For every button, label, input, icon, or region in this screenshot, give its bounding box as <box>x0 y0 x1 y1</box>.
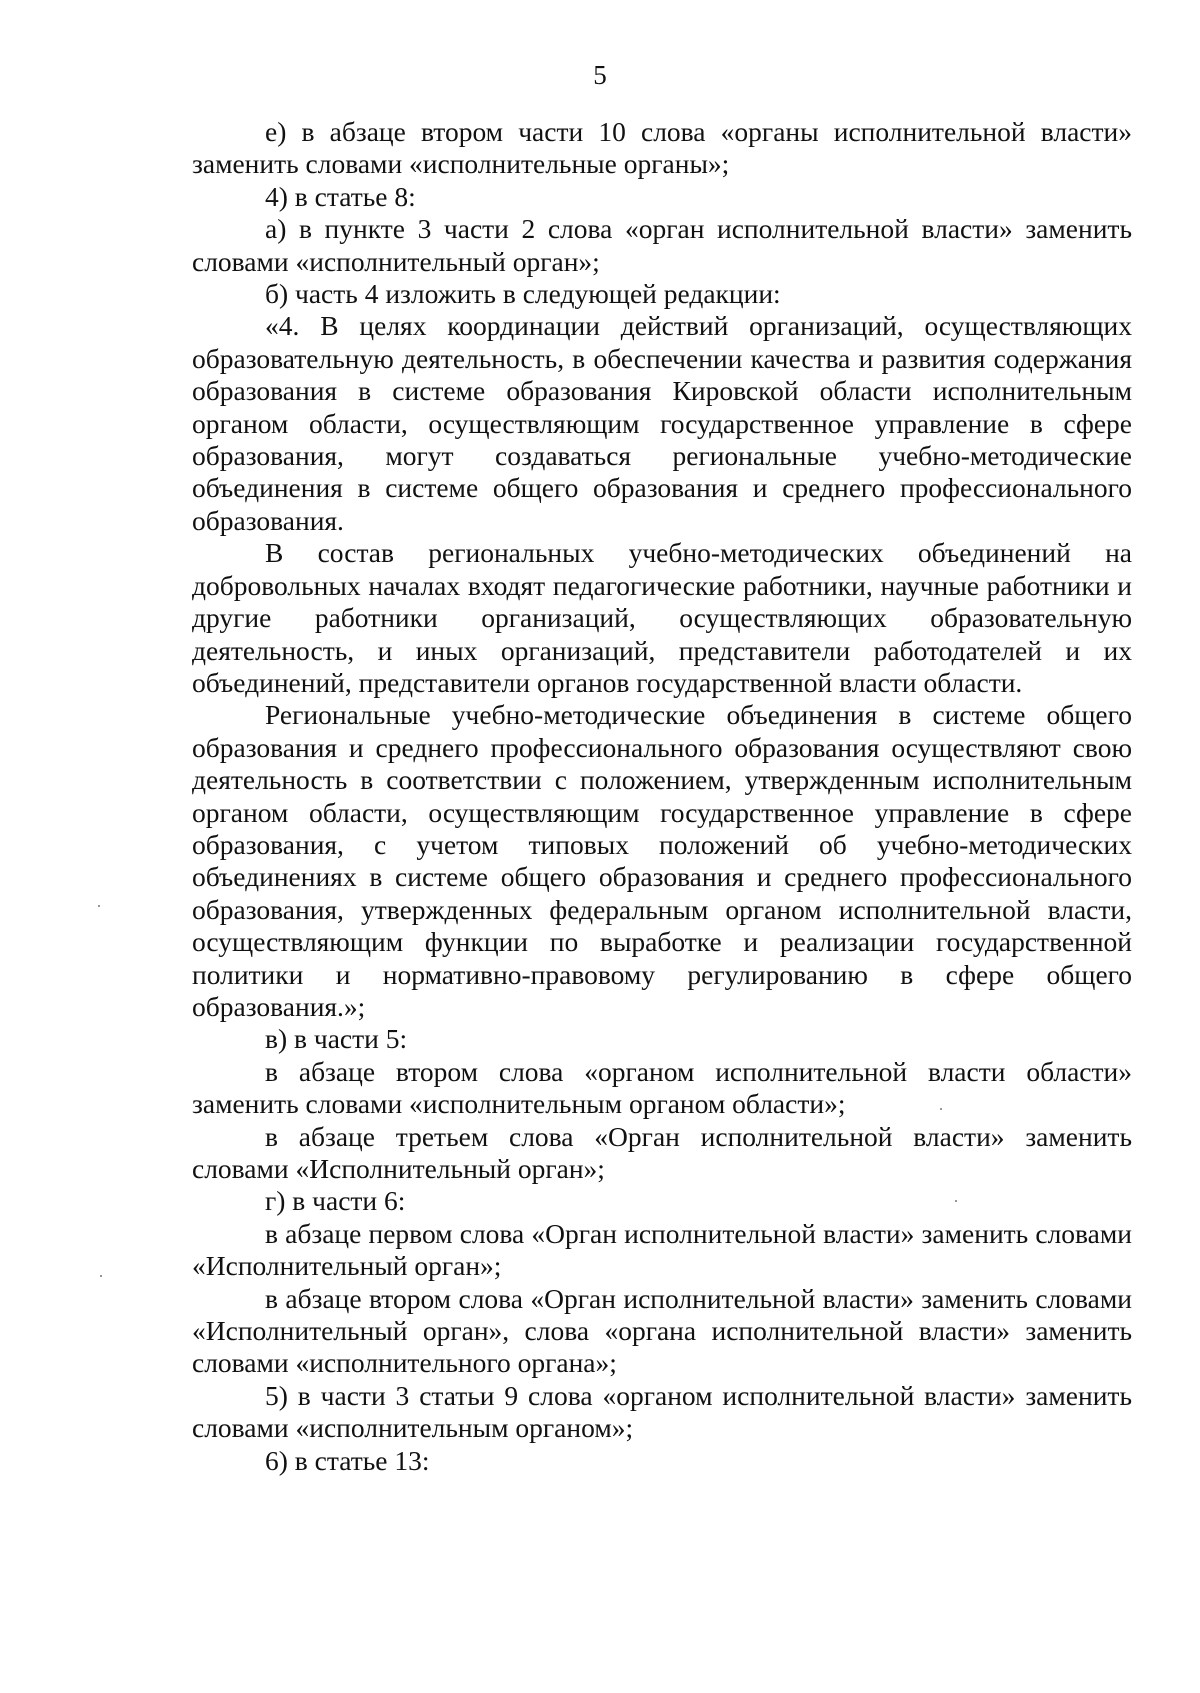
paragraph: б) часть 4 изложить в следующей редакции: <box>265 278 781 310</box>
paragraph: в абзаце втором слова «органом исполнительной власти области» заменить словами «исполнительным органом области»; <box>192 1055 1132 1120</box>
paragraph: е) в абзаце втором части 10 слова «органы исполнительной власти» заменить словами «исполнительные органы»; <box>192 116 1132 180</box>
paragraph: 4) в статье 8: <box>265 180 416 212</box>
paragraph: в абзаце третьем слова «Орган исполнительной власти» заменить словами «Исполнительный орган»; <box>192 1120 1132 1184</box>
scan-speck <box>98 905 100 907</box>
paragraph: а) в пункте 3 части 2 слова «орган исполнительной власти» заменить словами «исполнительный орган»; <box>192 213 1132 277</box>
paragraph: г) в части 6: <box>265 1185 406 1217</box>
paragraph: 5) в части 3 статьи 9 слова «органом исполнительной власти» заменить словами «исполнительным органом»; <box>192 1379 1132 1444</box>
scan-speck <box>100 1275 102 1277</box>
paragraph: в) в части 5: <box>265 1023 408 1055</box>
document-body <box>192 116 1132 1477</box>
paragraph: В состав региональных учебно-методических объединений на добровольных началах входят педагогические работники, научные работники и другие работники организаций, осуществляющих образовательную деятельность, и иных организаций, представители работодателей и их объединений, представители органов государственной власти области. <box>192 537 1132 698</box>
paragraph: в абзаце втором слова «Орган исполнительной власти» заменить словами «Исполнительный орган», слова «органа исполнительной власти» заменить словами «исполнительного органа»; <box>192 1282 1132 1379</box>
paragraph: «4. В целях координации действий организаций, осуществляющих образовательную деятельность, в обеспечении качества и развития содержания образования в системе образования Кировской области исполнительным органом области, осуществляющим государственное управление в сфере образования, могут создаваться региональные учебно-методические объединения в системе общего образования и среднего профессионального образования. <box>192 310 1132 536</box>
scan-speck <box>955 1200 957 1202</box>
paragraph: Региональные учебно-методические объединения в системе общего образования и среднего профессионального образования осуществляют свою деятельность в соответствии с положением, утвержденным исполнительным органом области, осуществляющим государственное управление в сфере образования, с учетом типовых положений об учебно-методических объединениях в системе общего образования и среднего профессионального образования, утвержденных федеральным органом исполнительной власти, осуществляющим функции по выработке и реализации государственной политики и нормативно-правовому регулированию в сфере общего образования.»; <box>192 699 1132 1022</box>
scan-speck <box>940 1108 942 1110</box>
paragraph: 6) в статье 13: <box>265 1444 430 1476</box>
paragraph: в абзаце первом слова «Орган исполнительной власти» заменить словами «Исполнительный орган»; <box>192 1217 1132 1282</box>
page-number: 5 <box>593 60 607 90</box>
